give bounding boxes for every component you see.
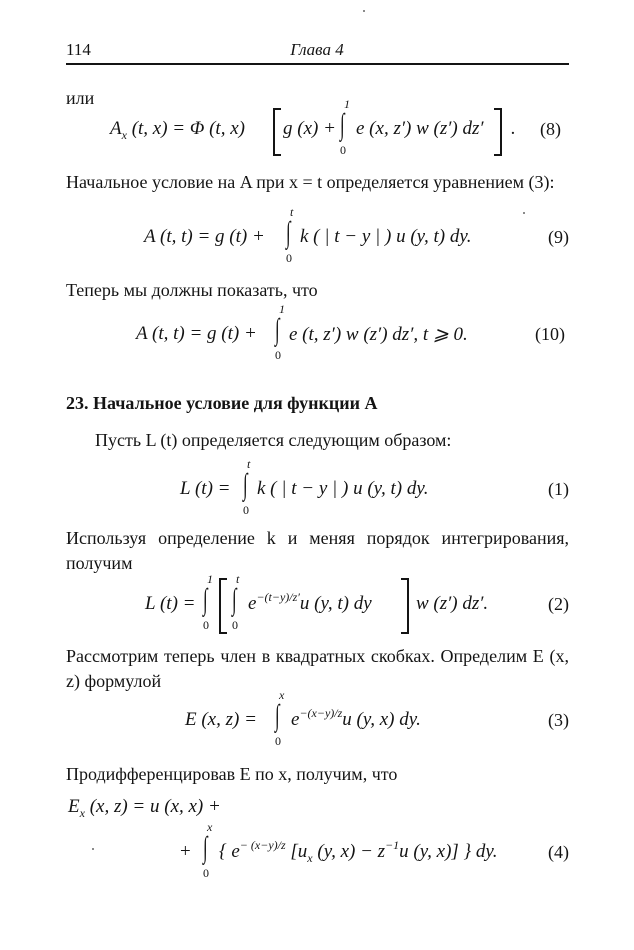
eq4-number: (4) <box>548 842 569 862</box>
eq8-lhs: A <box>110 118 122 139</box>
paragraph-using: Используя определение k и меняя порядок интегрирования, получим <box>66 528 569 573</box>
eq1-lhs: L (t) = <box>180 478 231 499</box>
eq2-number: (2) <box>548 594 569 614</box>
eq4-int-upper: x <box>207 820 213 834</box>
eq3-number: (3) <box>548 710 569 730</box>
eq8-int-upper: 1 <box>344 97 350 111</box>
eq2-int2-lower: 0 <box>232 618 238 632</box>
eq8-inner-b: e (x, z′) w (z′) dz′ <box>356 118 484 139</box>
eq2-bracket-left <box>219 578 227 634</box>
eq1-int-lower: 0 <box>243 503 249 517</box>
header-rule <box>66 63 569 65</box>
eq4-e: e <box>231 841 240 862</box>
eq1-number: (1) <box>548 479 569 499</box>
eq3-rhs <box>291 706 421 731</box>
eq4-E-sub: x <box>79 806 85 820</box>
eq2-int1-lower: 0 <box>203 618 209 632</box>
eq2-integral-inner: t ∫ 0 <box>232 572 240 632</box>
eq4-line1-rest: (x, z) = u (x, x) + <box>89 796 221 817</box>
word-or: или <box>66 88 95 108</box>
eq3-exponent: −(x−y)/z <box>299 706 343 720</box>
eq2-int1-upper: 1 <box>207 572 213 586</box>
eq8-bracket-right <box>494 108 502 156</box>
page-number: 114 <box>66 40 91 59</box>
eq8-tail: . <box>511 118 516 139</box>
eq2-mid: u (y, t) dy <box>299 593 372 614</box>
eq4-integral: x ∫ 0 <box>203 820 213 880</box>
eq4-mid: (y, x) − z <box>317 841 386 862</box>
eq10-rhs: e (t, z′) w (z′) dz′, t ⩾ 0. <box>289 324 468 345</box>
eq9-number: (9) <box>548 227 569 247</box>
eq2-int2-upper: t <box>236 572 240 586</box>
eq4-z-exp: −1 <box>385 838 400 852</box>
running-head: Глава 4 <box>290 40 344 59</box>
paragraph-let: Пусть L (t) определяется следующим образом: <box>95 430 452 450</box>
eq3-e: e <box>291 709 300 730</box>
eq9-int-upper: t <box>290 205 294 219</box>
eq4-line2 <box>219 838 498 865</box>
print-speck <box>523 212 525 214</box>
paragraph-differentiate: Продифференцировав E по x, получим, что <box>66 764 398 784</box>
equation-8 <box>110 118 245 140</box>
eq8-args: (t, x) = Φ (t, x) <box>131 118 245 139</box>
print-speck <box>92 848 94 850</box>
eq4-int-lower: 0 <box>203 866 209 880</box>
eq4-u-sub: x <box>307 851 313 865</box>
eq2-exponent: −(t−y)/z′ <box>256 590 300 604</box>
eq1-integral: t ∫ 0 <box>243 457 251 517</box>
eq1-int-upper: t <box>247 457 251 471</box>
eq2-integral-outer: 1 ∫ 0 <box>203 572 213 632</box>
eq4-line1 <box>68 796 221 818</box>
eq2-lhs: L (t) = <box>145 593 196 614</box>
eq4-end: u (y, x)] } dy. <box>399 841 498 862</box>
eq8-number: (8) <box>540 119 561 139</box>
eq4-u: [u <box>290 841 308 862</box>
eq3-integral: x ∫ 0 <box>275 688 285 748</box>
paragraph-consider: Рассмотрим теперь член в квадратных скобках. Определим E (x, z) формулой <box>66 646 569 691</box>
eq9-int-lower: 0 <box>286 251 292 265</box>
eq8-integral: 1 ∫ 0 <box>340 97 350 157</box>
eq9-lhs: A (t, t) = g (t) + <box>144 226 265 247</box>
eq10-int-lower: 0 <box>275 348 281 362</box>
eq2-tail: w (z′) dz′. <box>416 593 489 614</box>
eq1-rhs: k ( | t − y | ) u (y, t) dy. <box>257 478 429 499</box>
eq8-bracket-left <box>273 108 281 156</box>
eq2-e: e <box>248 593 257 614</box>
eq4-brace: { <box>219 841 227 862</box>
eq3-int-lower: 0 <box>275 734 281 748</box>
eq4-plus: + <box>180 841 191 862</box>
paragraph-initial-condition: Начальное условие на A при x = t определяется уравнением (3): <box>66 172 555 192</box>
eq4-exponent: − (x−y)/z <box>239 838 286 852</box>
eq8-sub: x <box>121 128 127 142</box>
eq9-integral: t ∫ 0 <box>286 205 294 265</box>
eq4-E: E <box>68 796 80 817</box>
eq10-integral: 1 ∫ 0 <box>275 302 285 362</box>
eq2-bracket-right <box>401 578 409 634</box>
eq8-inner-a: g (x) + <box>283 118 336 139</box>
eq3-lhs: E (x, z) = <box>185 709 257 730</box>
eq2-integrand <box>248 590 372 615</box>
print-speck <box>363 10 365 12</box>
eq10-number: (10) <box>535 324 565 344</box>
eq10-int-upper: 1 <box>279 302 285 316</box>
eq3-tail: u (y, x) dy. <box>342 709 421 730</box>
eq10-lhs: A (t, t) = g (t) + <box>136 323 257 344</box>
section-heading: 23. Начальное условие для функции A <box>66 393 378 413</box>
paragraph-show: Теперь мы должны показать, что <box>66 280 318 300</box>
eq9-rhs: k ( | t − y | ) u (y, t) dy. <box>300 226 472 247</box>
eq8-int-lower: 0 <box>340 143 346 157</box>
eq3-int-upper: x <box>279 688 285 702</box>
